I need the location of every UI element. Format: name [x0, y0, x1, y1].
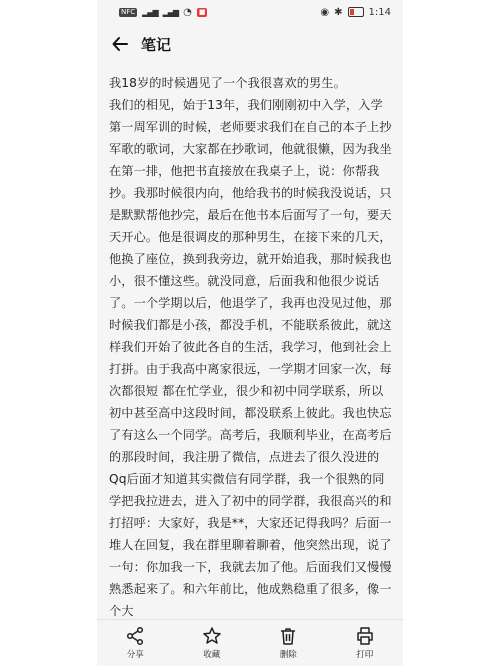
share-icon	[125, 626, 145, 646]
printer-icon	[355, 626, 375, 646]
page-title: 笔记	[141, 35, 172, 54]
bluetooth-icon: ✱	[334, 6, 343, 18]
note-body: 我们的相见，始于13年，我们刚刚初中入学，入学第一周军训的时候，老师要求我们在自己的本子上抄军歌的歌词，大家都在抄歌词，他就很懒，因为我坐在第一排，他把书直接放在我桌子上，说：你帮我抄。我那时候很内向，他给我书的时候我没说话，只是默默帮他抄完，最后在他书本后面写了一句，要天天开心。他是很调皮的那种男生，在接下来的几天，他换了座位，换到我旁边，就开始追我，那时候我也小，很不懂这些。就没同意，后面我和他很少说话了。一个学期以后，他退学了，我再也没见过他，那时候我们都是小孩，都没手机，不能联系彼此，就这样我们开始了彼此各自的生活，我学习，他到社会上打拼。由于我高中离家很远，一学期才回家一次，每次都很短 都在忙学业，很少和初中同学联系，所以初中甚至高中这段时间，都没联系上彼此。我也快忘了有这么一个同学。高考后，我顺利毕业，在高考后的那段时间，我注册了微信，点进去了很久没进的Qq后面才知道其实微信有同学群，我一个很熟的同学把我拉进去，进入了初中的同学群，我很高兴的和打招呼：大家好，我是**，大家还记得我吗？后面一堆人在回复，我在群里聊着聊着，他突然出现，说了一句：你加我一下，我就去加了他。后面我们又慢慢熟悉起来了。和六年前比，他成熟稳重了很多，像一个大	[109, 98, 392, 618]
status-left	[119, 7, 207, 18]
note-first-line: 我18岁的时候遇见了一个我很喜欢的男生。	[109, 76, 346, 90]
delete-label: 删除	[279, 650, 297, 660]
status-time: 1:14	[368, 6, 391, 18]
notification-badge: ■	[198, 7, 206, 16]
phone-screen	[97, 0, 403, 666]
status-right	[320, 7, 391, 18]
print-label: 打印	[356, 650, 374, 660]
bottom-toolbar	[97, 619, 403, 666]
wifi-icon: ◔	[183, 6, 192, 18]
battery-icon	[348, 7, 364, 17]
app-bar	[97, 24, 403, 64]
star-icon	[202, 626, 222, 646]
favorite-label: 收藏	[203, 650, 221, 660]
favorite-button[interactable]	[182, 626, 242, 660]
nfc-badge: NFC	[121, 7, 136, 16]
signal-icon-2: ▂▄▆	[162, 7, 179, 17]
delete-button[interactable]	[258, 626, 318, 660]
eye-icon: ◉	[320, 6, 330, 18]
signal-icon: ▂▄▆	[142, 7, 158, 17]
share-button[interactable]	[105, 626, 165, 660]
print-button[interactable]	[335, 626, 395, 660]
share-label: 分享	[126, 650, 144, 660]
trash-icon	[278, 626, 298, 646]
note-content[interactable]	[109, 72, 393, 622]
back-button[interactable]	[109, 33, 131, 55]
status-bar	[97, 0, 403, 24]
arrow-left-icon	[111, 35, 129, 53]
